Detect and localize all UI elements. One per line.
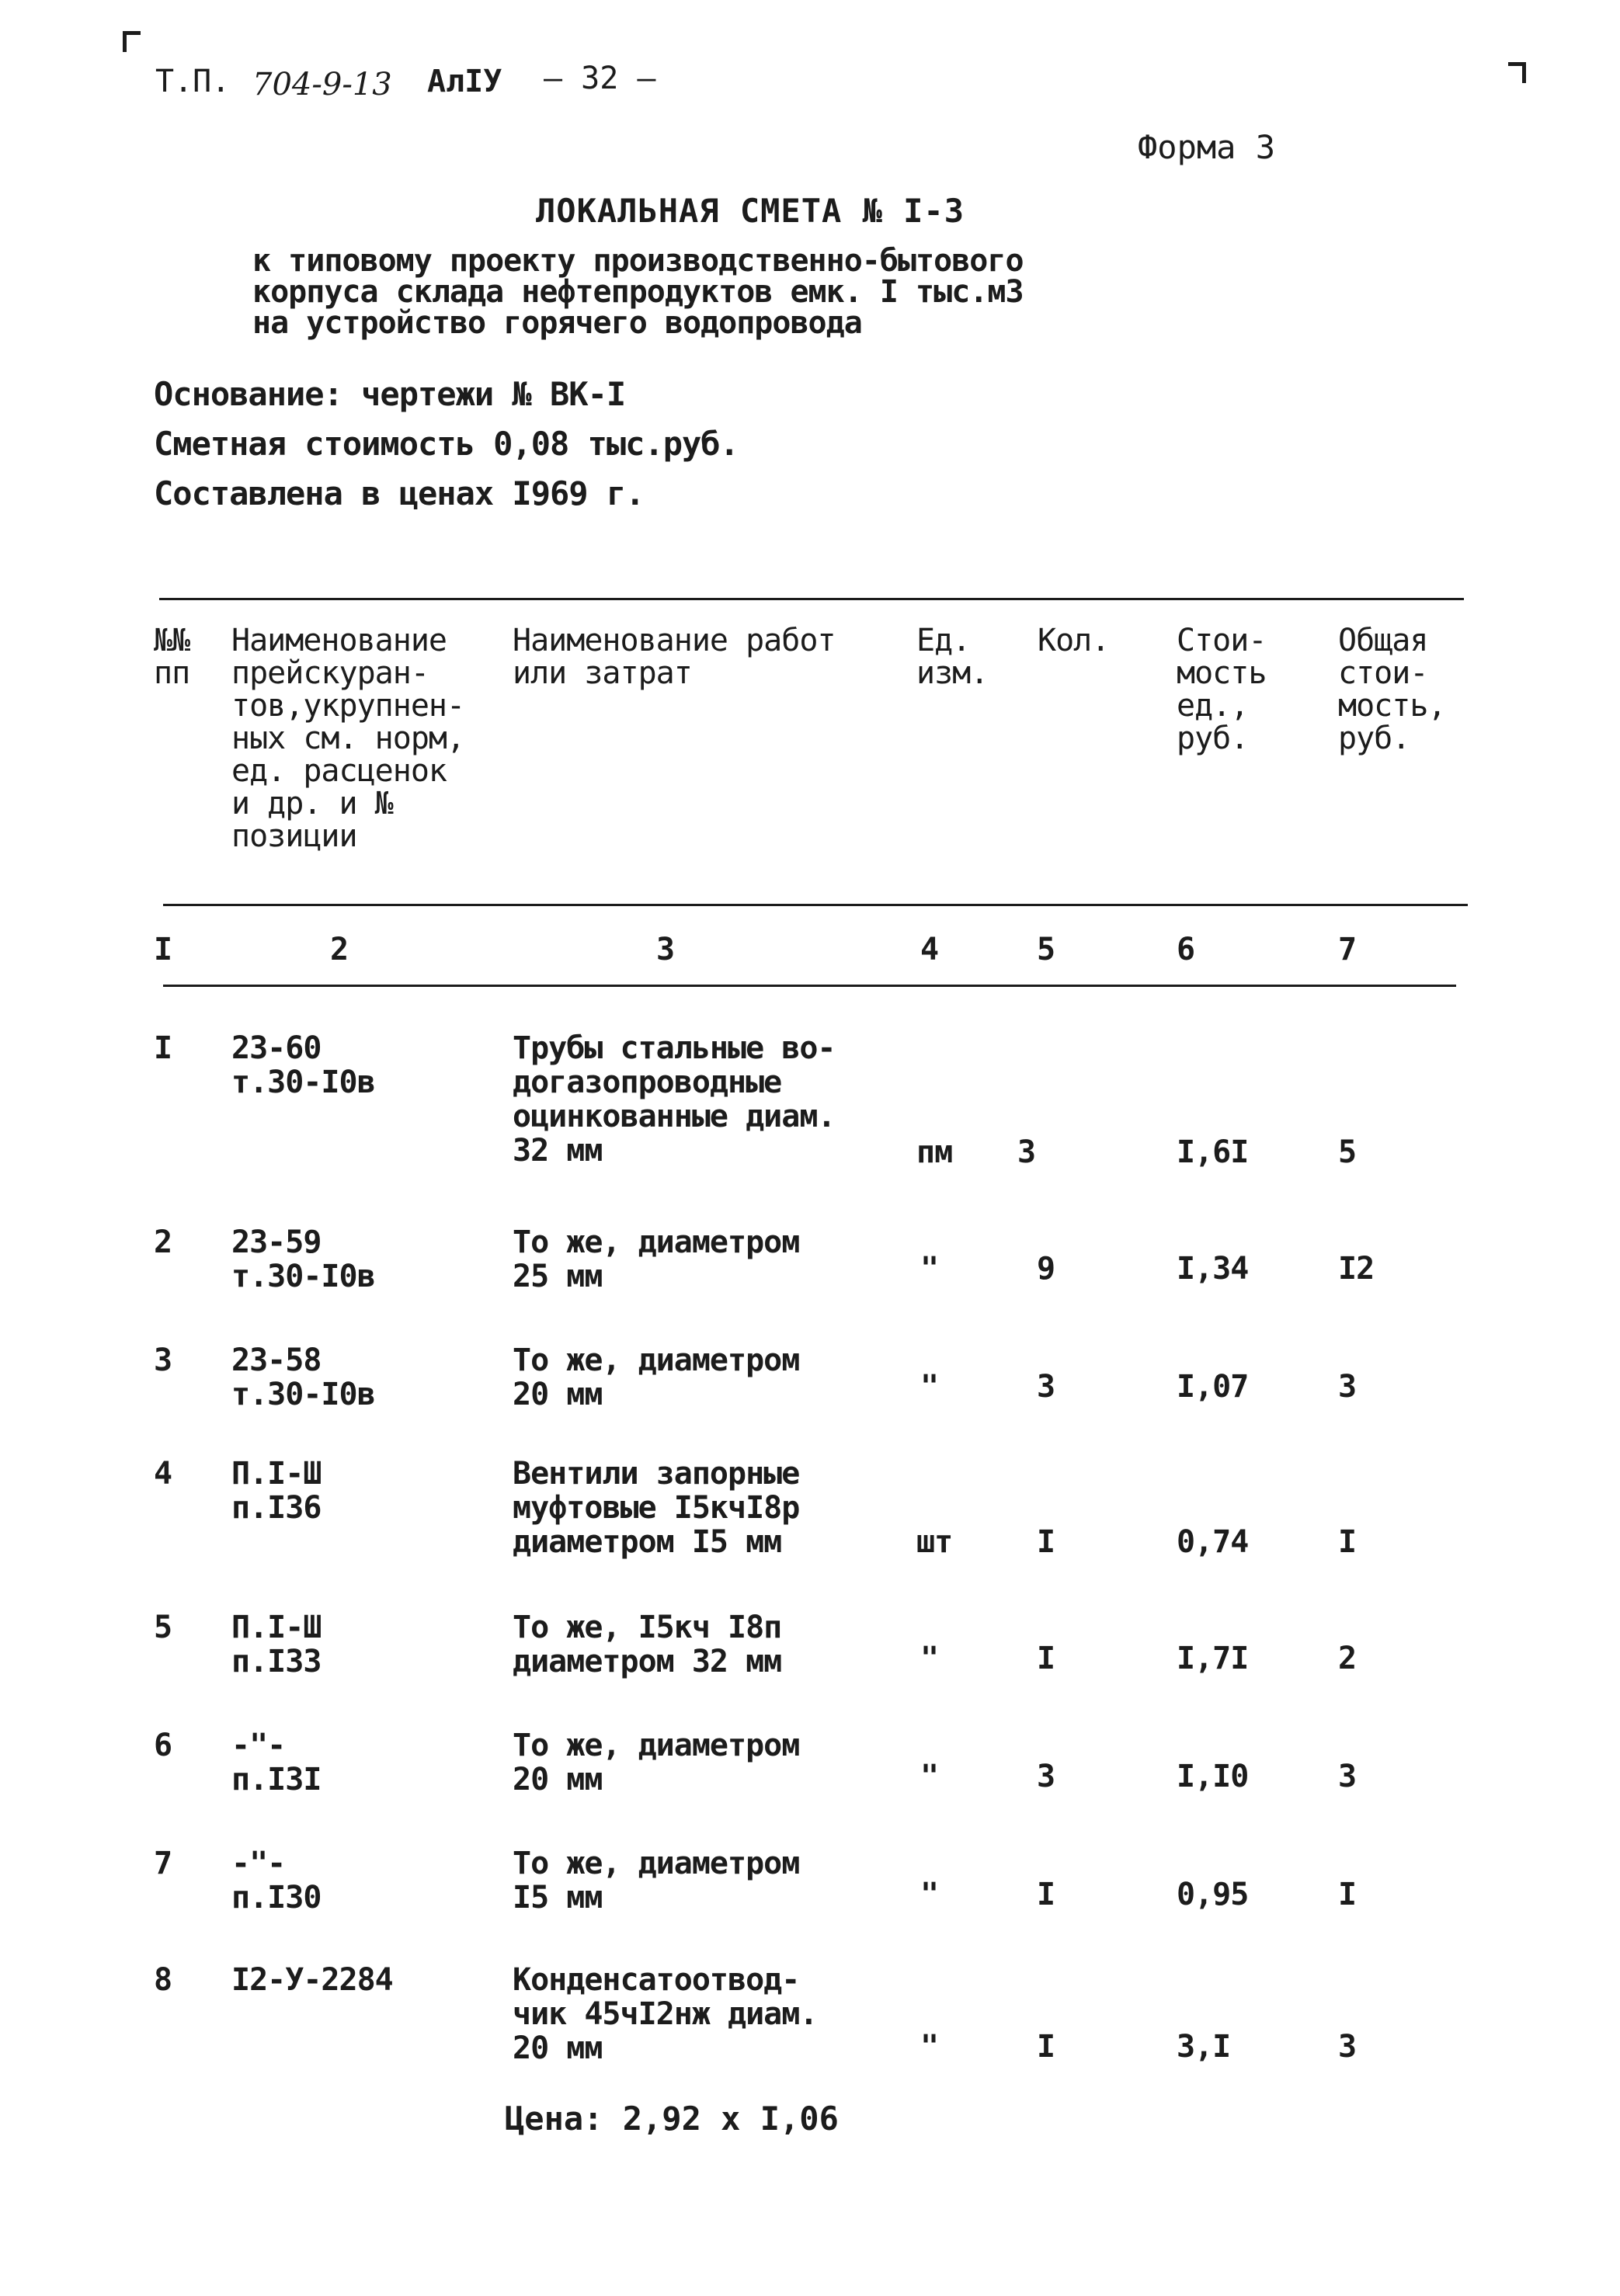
row-4-qty: I — [1037, 1524, 1055, 1560]
row-4-ref: П.I-Ш п.I36 — [231, 1456, 322, 1526]
row-7-unit-cost: 0,95 — [1177, 1877, 1249, 1912]
row-1-unit: пм — [916, 1134, 953, 1170]
row-3-num: 3 — [154, 1343, 172, 1378]
row-3-unit-cost: I,07 — [1177, 1369, 1249, 1405]
header-num: №№ пп — [154, 623, 190, 691]
row-7-qty: I — [1037, 1877, 1055, 1912]
column-number-5: 5 — [1037, 932, 1056, 967]
album-label: АлIУ — [427, 64, 502, 99]
row-8-qty: I — [1037, 2029, 1055, 2065]
row-1-unit-cost: I,6I — [1177, 1134, 1249, 1170]
page-number: — 32 — — [544, 61, 656, 96]
row-2-work: То же, диаметром 25 мм — [513, 1224, 800, 1294]
row-1-work: Трубы стальные во- догазопроводные оцинкованные диам. 32 мм — [513, 1030, 836, 1169]
prices-line: Составлена в ценах I969 г. — [154, 474, 645, 512]
row-5-unit-cost: I,7I — [1177, 1641, 1249, 1676]
header-qty: Кол. — [1038, 623, 1110, 658]
column-number-6: 6 — [1177, 932, 1196, 967]
row-4-unit-cost: 0,74 — [1177, 1524, 1249, 1560]
row-7-work: То же, диаметром I5 мм — [513, 1846, 800, 1916]
row-3-total: 3 — [1338, 1369, 1357, 1405]
column-number-1: I — [154, 932, 173, 967]
table-top-rule — [159, 598, 1464, 600]
column-number-3: 3 — [656, 932, 676, 967]
corner-mark-top-left — [123, 31, 141, 52]
row-2-unit-cost: I,34 — [1177, 1251, 1249, 1287]
row-8-total: 3 — [1338, 2029, 1357, 2065]
row-3-qty: 3 — [1037, 1369, 1055, 1405]
row-6-ref: -"- п.I3I — [231, 1728, 322, 1798]
document-title: ЛОКАЛЬНАЯ СМЕТА № I-3 — [536, 192, 965, 230]
row-7-unit: " — [920, 1877, 939, 1912]
row-6-unit-cost: I,I0 — [1177, 1759, 1249, 1794]
row-8-unit-cost: 3,I — [1177, 2029, 1231, 2065]
header-total: Общая стои- мость, руб. — [1338, 623, 1446, 756]
row-8-ref: I2-У-2284 — [231, 1962, 393, 1998]
doc-code: Т.П. — [155, 64, 231, 99]
row-2-ref: 23-59 т.30-I0в — [231, 1224, 375, 1294]
row-5-qty: I — [1037, 1641, 1055, 1676]
row-1-total: 5 — [1338, 1134, 1357, 1170]
row-6-total: 3 — [1338, 1759, 1357, 1794]
header-unit: Ед. изм. — [916, 623, 989, 691]
column-number-2: 2 — [330, 932, 349, 967]
row-8-work: Конденсатоотвод- чик 45чI2нж диам. 20 мм — [513, 1962, 818, 2066]
row-1-ref: 23-60 т.30-I0в — [231, 1030, 375, 1100]
header-pricelist: Наименование прейскуран- тов,укрупнен- ных см. норм, ед. расценок и др. и № позиции — [231, 623, 465, 854]
row-1-qty: 3 — [1017, 1134, 1036, 1170]
row-7-total: I — [1338, 1877, 1357, 1912]
row-6-unit: " — [920, 1759, 939, 1794]
row-4-unit: шт — [916, 1524, 953, 1560]
row-7-ref: -"- п.I30 — [231, 1846, 322, 1916]
subtitle-line-3: на устройство горячего водопровода — [252, 305, 862, 341]
row-6-qty: 3 — [1037, 1759, 1055, 1794]
row-4-num: 4 — [154, 1456, 172, 1492]
row-5-total: 2 — [1338, 1641, 1357, 1676]
cost-line: Сметная стоимость 0,08 тыс.руб. — [154, 425, 739, 463]
header-unit-cost: Стои- мость ед., руб. — [1177, 623, 1267, 756]
subtitle-line-1: к типовому проекту производственно-бытового — [252, 243, 1024, 279]
row-3-unit: " — [920, 1369, 939, 1405]
row-5-work: То же, I5кч I8п диаметром 32 мм — [513, 1610, 782, 1679]
table-header-rule — [163, 904, 1468, 906]
row-5-unit: " — [920, 1641, 939, 1676]
form-label: Форма 3 — [1138, 128, 1276, 166]
row-3-work: То же, диаметром 20 мм — [513, 1343, 800, 1412]
row-8-unit: " — [920, 2029, 939, 2065]
row-6-num: 6 — [154, 1728, 172, 1763]
corner-mark-top-right — [1508, 62, 1526, 83]
row-6-work: То же, диаметром 20 мм — [513, 1728, 800, 1798]
row-3-ref: 23-58 т.30-I0в — [231, 1343, 375, 1412]
row-7-num: 7 — [154, 1846, 172, 1881]
row-2-num: 2 — [154, 1224, 172, 1260]
project-number: 704-9-13 — [252, 67, 392, 102]
column-number-rule — [163, 985, 1456, 987]
row-5-num: 5 — [154, 1610, 172, 1645]
row-2-total: I2 — [1338, 1251, 1375, 1287]
header-work: Наименование работ или затрат — [513, 623, 836, 691]
row-4-total: I — [1338, 1524, 1357, 1560]
column-number-7: 7 — [1338, 932, 1358, 967]
row-8-num: 8 — [154, 1962, 172, 1998]
price-formula: Цена: 2,92 х I,06 — [505, 2100, 839, 2138]
subtitle-line-2: корпуса склада нефтепродуктов емк. I тыс.м3 — [252, 274, 1024, 310]
basis-line: Основание: чертежи № ВК-I — [154, 375, 626, 413]
row-1-num: I — [154, 1030, 172, 1066]
row-5-ref: П.I-Ш п.I33 — [231, 1610, 322, 1679]
row-2-qty: 9 — [1037, 1251, 1055, 1287]
column-number-4: 4 — [920, 932, 940, 967]
row-2-unit: " — [920, 1251, 939, 1287]
row-4-work: Вентили запорные муфтовые I5кчI8р диаметром I5 мм — [513, 1456, 800, 1560]
